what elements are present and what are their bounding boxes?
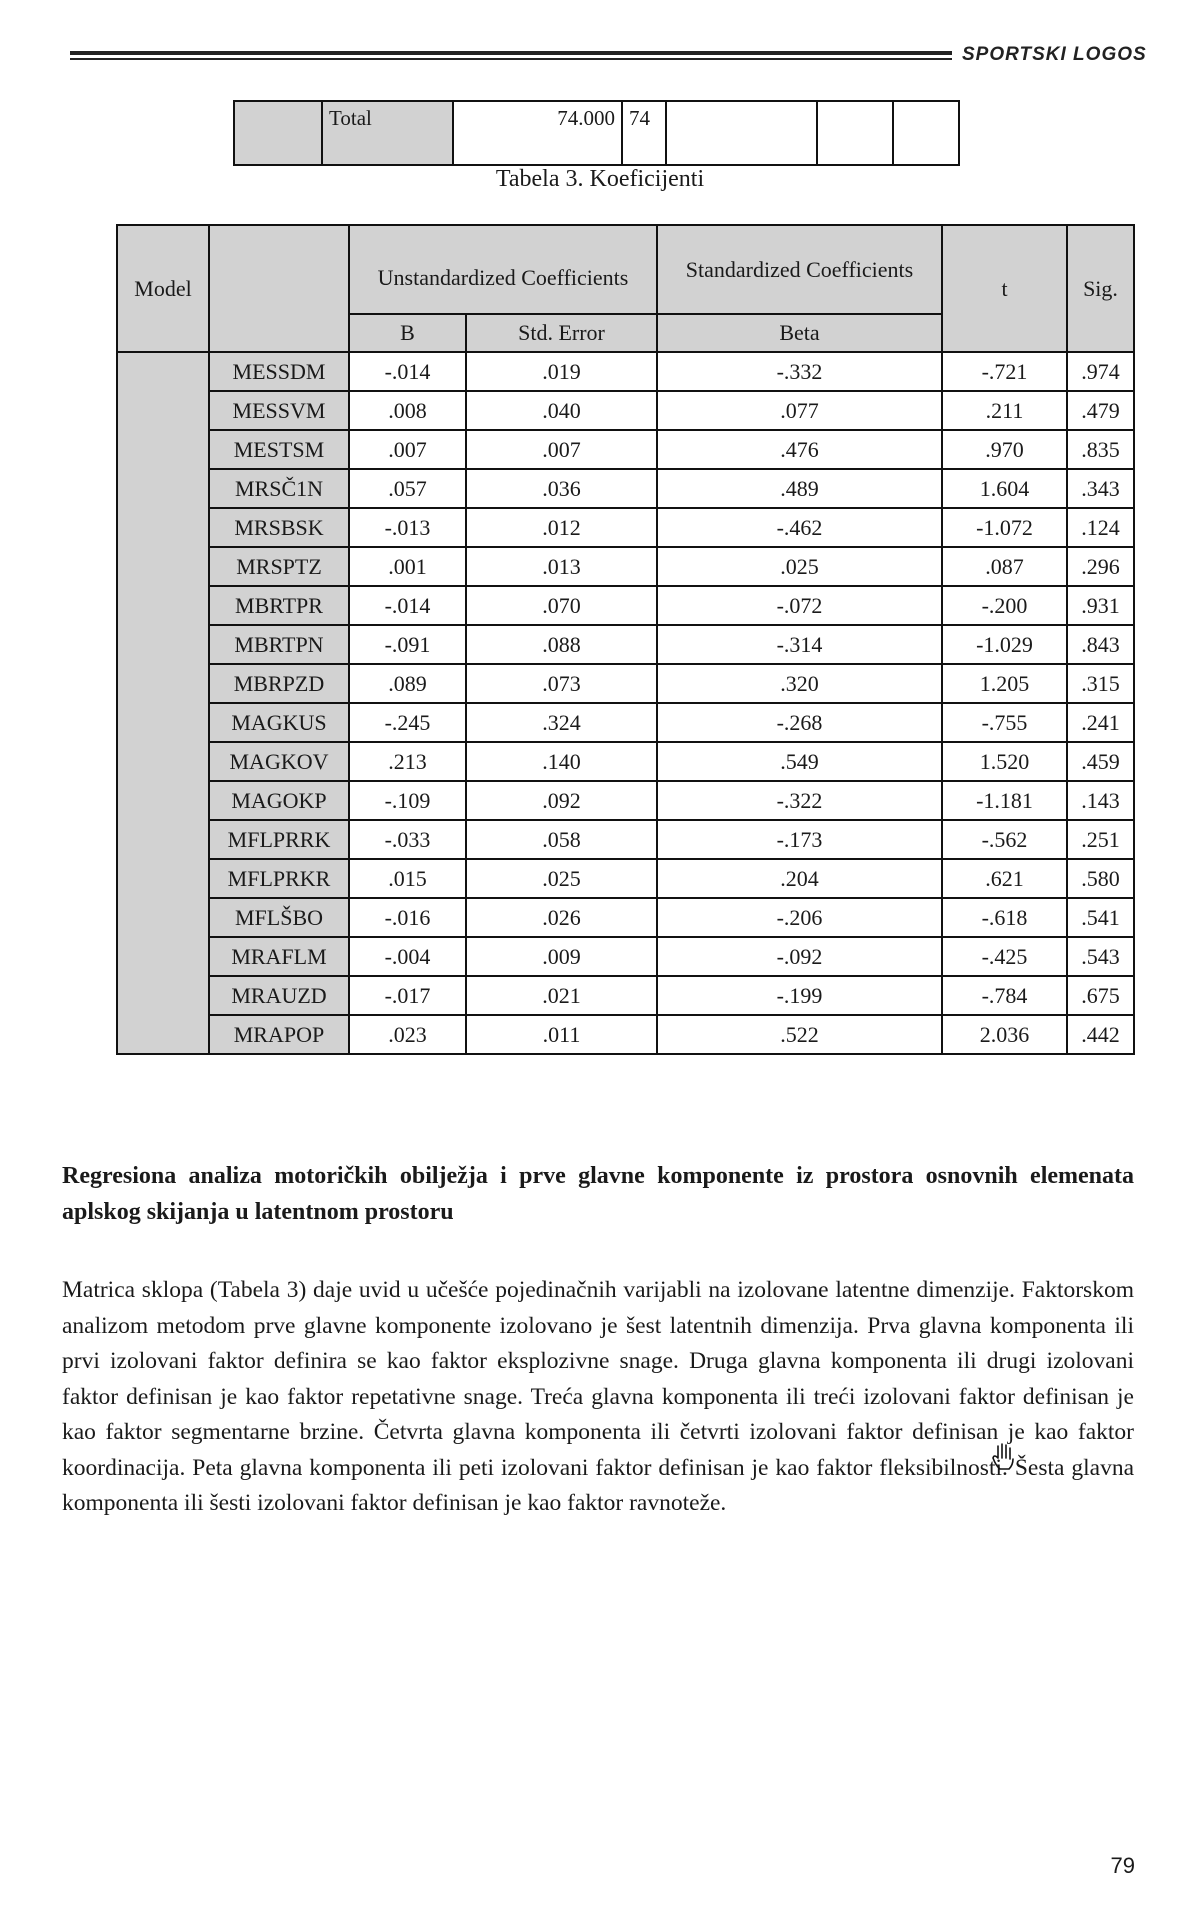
cell-beta: -.462 (657, 508, 942, 547)
cell-sig: .543 (1067, 937, 1134, 976)
cell-t: .087 (942, 547, 1067, 586)
variable-name: MRAFLM (209, 937, 349, 976)
cell-t: -.562 (942, 820, 1067, 859)
cell-beta: .025 (657, 547, 942, 586)
header-b: B (349, 314, 466, 352)
variable-name: MBRTPN (209, 625, 349, 664)
cell-se: .058 (466, 820, 657, 859)
table-row (117, 352, 1134, 391)
cell-t: -1.029 (942, 625, 1067, 664)
cell-se: .092 (466, 781, 657, 820)
variable-name: MESTSM (209, 430, 349, 469)
total-df: 74 (622, 101, 666, 165)
variable-name: MFLŠBO (209, 898, 349, 937)
cell-sig: .251 (1067, 820, 1134, 859)
cell-t: -.200 (942, 586, 1067, 625)
cell-t: -.755 (942, 703, 1067, 742)
cell-b: -.109 (349, 781, 466, 820)
cell-sig: .343 (1067, 469, 1134, 508)
cell-se: .140 (466, 742, 657, 781)
cell-sig: .835 (1067, 430, 1134, 469)
table-row (117, 859, 1134, 898)
cell-b: -.016 (349, 898, 466, 937)
cell-t: -1.181 (942, 781, 1067, 820)
cell-sig: .442 (1067, 1015, 1134, 1054)
cell-b: .023 (349, 1015, 466, 1054)
table-row (117, 508, 1134, 547)
cell-t: -.784 (942, 976, 1067, 1015)
cell-se: .073 (466, 664, 657, 703)
cell-t: 1.205 (942, 664, 1067, 703)
variable-name: MESSDM (209, 352, 349, 391)
cell-t: .211 (942, 391, 1067, 430)
variable-name: MFLPRRK (209, 820, 349, 859)
table-row (117, 469, 1134, 508)
model-column (117, 352, 209, 1054)
cell-sig: .974 (1067, 352, 1134, 391)
header-std-error: Std. Error (466, 314, 657, 352)
cell-b: -.013 (349, 508, 466, 547)
cell-sig: .931 (1067, 586, 1134, 625)
cell-beta: -.206 (657, 898, 942, 937)
cell-beta: -.314 (657, 625, 942, 664)
cell-b: -.245 (349, 703, 466, 742)
cell-t: -.618 (942, 898, 1067, 937)
cell-se: .088 (466, 625, 657, 664)
cell-sig: .459 (1067, 742, 1134, 781)
cell-sig: .124 (1067, 508, 1134, 547)
table-cell (234, 101, 322, 165)
table-row (117, 391, 1134, 430)
total-label: Total (322, 101, 453, 165)
cell-b: .015 (349, 859, 466, 898)
journal-name: SPORTSKI LOGOS (962, 44, 1147, 65)
table-row (117, 625, 1134, 664)
header-blank (209, 225, 349, 352)
cell-sig: .143 (1067, 781, 1134, 820)
table-row (117, 1015, 1134, 1054)
variable-name: MRAUZD (209, 976, 349, 1015)
table-row (117, 820, 1134, 859)
table-row (117, 976, 1134, 1015)
cell-se: .040 (466, 391, 657, 430)
cell-beta: -.332 (657, 352, 942, 391)
cell-beta: .489 (657, 469, 942, 508)
cell-b: .089 (349, 664, 466, 703)
table-row (117, 547, 1134, 586)
cell-beta: -.199 (657, 976, 942, 1015)
cell-sig: .479 (1067, 391, 1134, 430)
table-row (117, 430, 1134, 469)
cell-beta: -.268 (657, 703, 942, 742)
running-header (70, 44, 1147, 68)
variable-name: MRSPTZ (209, 547, 349, 586)
variable-name: MFLPRKR (209, 859, 349, 898)
cell-b: -.033 (349, 820, 466, 859)
total-sum-of-squares: 74.000 (453, 101, 622, 165)
cell-t: 2.036 (942, 1015, 1067, 1054)
coefficients-table (116, 224, 1135, 1055)
cell-se: .007 (466, 430, 657, 469)
header-rule (70, 51, 952, 55)
body-paragraph: Matrica sklopa (Tabela 3) daje uvid u učešće pojedinačnih varijabli na izolovane latentne dimenzije. Faktorskom analizom metodom prve glavne komponente izolovano je šest latentnih dimenzija. Prva glavna komponenta ili prvi izolovani faktor definira se kao faktor eksplozivne snage. Druga glavna komponenta ili drugi izolovani faktor definisan je kao faktor repetativne snage. Treća glavna komponenta ili treći izolovani faktor definisan je kao faktor segmentarne brzine. Četvrta glavna komponenta ili četvrti izolovani faktor definisan je kao faktor koordinacija. Peta glavna komponenta ili peti izolovani faktor definisan je kao faktor fleksibilnosti. Šesta glavna komponenta ili šesti izolovani faktor definisan je kao faktor ravnoteže. (62, 1277, 1134, 1516)
cell-t: .621 (942, 859, 1067, 898)
variable-name: MRSBSK (209, 508, 349, 547)
header-beta: Beta (657, 314, 942, 352)
cell-t: -.425 (942, 937, 1067, 976)
cell-sig: .241 (1067, 703, 1134, 742)
cell-t: .970 (942, 430, 1067, 469)
cell-se: .013 (466, 547, 657, 586)
cell-se: .012 (466, 508, 657, 547)
cell-beta: .476 (657, 430, 942, 469)
table-cell (817, 101, 893, 165)
header-model: Model (117, 225, 209, 352)
cell-se: .019 (466, 352, 657, 391)
cell-se: .025 (466, 859, 657, 898)
variable-name: MRSČ1N (209, 469, 349, 508)
table-caption: Tabela 3. Koeficijenti (495, 166, 705, 192)
cell-b: -.091 (349, 625, 466, 664)
table-cell (666, 101, 817, 165)
cell-b: -.004 (349, 937, 466, 976)
cell-se: .026 (466, 898, 657, 937)
page-number: 79 (1110, 1853, 1135, 1878)
variable-name: MBRTPR (209, 586, 349, 625)
table-row (117, 586, 1134, 625)
header-rule-thin (70, 58, 952, 60)
cell-beta: -.173 (657, 820, 942, 859)
table-row (117, 937, 1134, 976)
table-row (117, 703, 1134, 742)
cell-sig: .843 (1067, 625, 1134, 664)
cell-sig: .541 (1067, 898, 1134, 937)
variable-name: MAGKOV (209, 742, 349, 781)
cell-sig: .675 (1067, 976, 1134, 1015)
cell-se: .021 (466, 976, 657, 1015)
header-unstandardized: Unstandardized Coefficients (349, 225, 657, 314)
variable-name: MAGKUS (209, 703, 349, 742)
table-row (117, 781, 1134, 820)
cell-t: 1.604 (942, 469, 1067, 508)
cell-se: .036 (466, 469, 657, 508)
cell-sig: .296 (1067, 547, 1134, 586)
variable-name: MESSVM (209, 391, 349, 430)
hand-cursor-icon (990, 1442, 1016, 1472)
table-row (117, 742, 1134, 781)
section-heading: Regresiona analiza motoričkih obilježja i prve glavne komponente iz prostora osnovnih elemenata aplskog skijanja u latentnom prostoru (62, 1163, 1134, 1225)
cell-beta: -.072 (657, 586, 942, 625)
variable-name: MRAPOP (209, 1015, 349, 1054)
cell-b: -.014 (349, 586, 466, 625)
cell-b: .008 (349, 391, 466, 430)
cell-sig: .315 (1067, 664, 1134, 703)
cell-beta: .549 (657, 742, 942, 781)
cell-b: -.017 (349, 976, 466, 1015)
cell-b: -.014 (349, 352, 466, 391)
cell-sig: .580 (1067, 859, 1134, 898)
cell-beta: .522 (657, 1015, 942, 1054)
table-cell (893, 101, 959, 165)
cell-se: .009 (466, 937, 657, 976)
cell-t: -1.072 (942, 508, 1067, 547)
table-row (117, 898, 1134, 937)
header-sig: Sig. (1067, 225, 1134, 352)
cell-beta: .077 (657, 391, 942, 430)
cell-b: .001 (349, 547, 466, 586)
cell-se: .324 (466, 703, 657, 742)
header-standardized: Standardized Coefficients (657, 225, 942, 314)
cell-beta: -.092 (657, 937, 942, 976)
cell-se: .011 (466, 1015, 657, 1054)
header-t: t (942, 225, 1067, 352)
cell-t: 1.520 (942, 742, 1067, 781)
coefficients-body (117, 352, 1134, 1054)
total-row-table (233, 100, 960, 166)
variable-name: MBRPZD (209, 664, 349, 703)
table-row (117, 664, 1134, 703)
cell-b: .057 (349, 469, 466, 508)
cell-beta: .320 (657, 664, 942, 703)
cell-beta: .204 (657, 859, 942, 898)
cell-beta: -.322 (657, 781, 942, 820)
variable-name: MAGOKP (209, 781, 349, 820)
cell-b: .007 (349, 430, 466, 469)
cell-se: .070 (466, 586, 657, 625)
cell-t: -.721 (942, 352, 1067, 391)
cell-b: .213 (349, 742, 466, 781)
